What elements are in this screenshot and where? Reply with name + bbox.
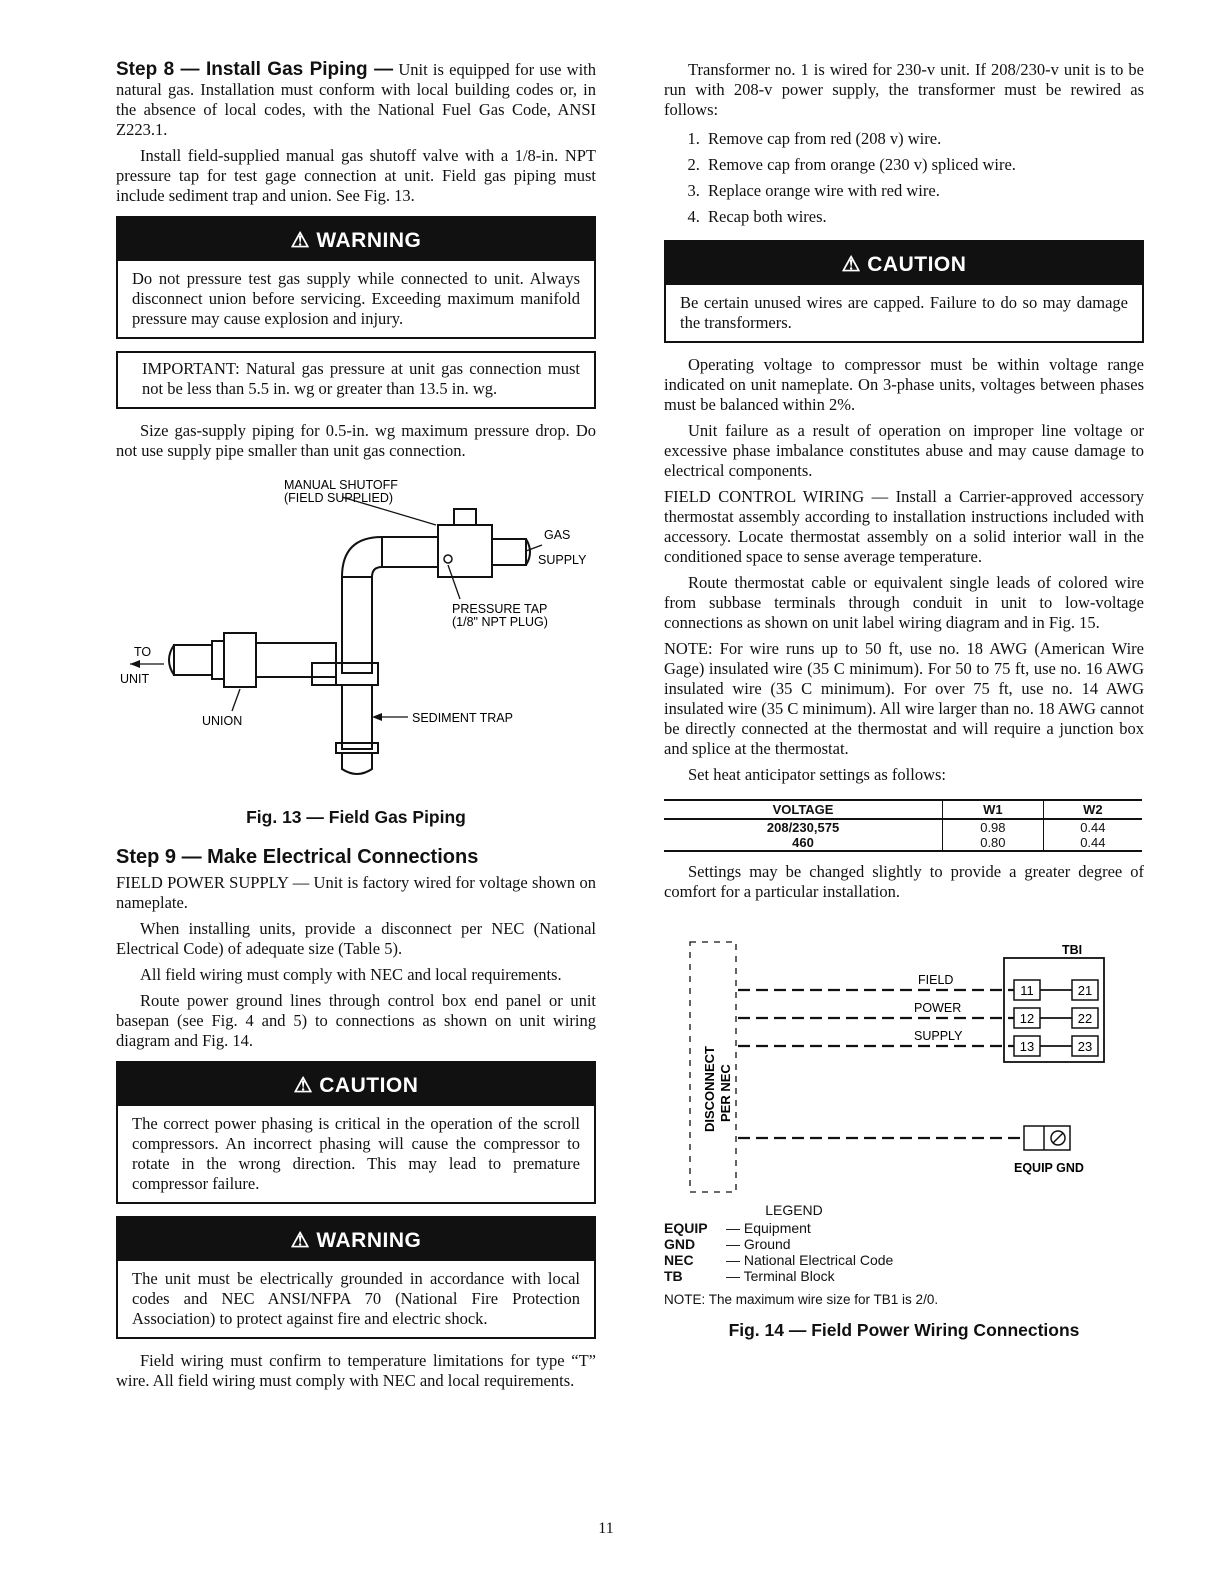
warning-box-ground — [116, 1216, 596, 1339]
legend-value: — Terminal Block — [726, 1268, 835, 1284]
step8-paragraph — [116, 60, 596, 140]
list-item: 3. Replace orange wire with red wire. — [704, 178, 1144, 204]
caution-text: The correct power phasing is critical in the operation of the scroll compressors. An incorrect phasing will cause the compressor to rotate in the wrong direction. This may lead to premature compressor failure. — [132, 1114, 580, 1193]
label-sediment-trap: SEDIMENT TRAP — [412, 711, 513, 725]
step9-p4: Route power ground lines through control box end panel or unit basepan (see Fig. 4 and 5) to connections as shown on unit wiring diagram and Fig. 14. — [116, 991, 596, 1050]
table-header: W2 — [1043, 800, 1142, 819]
table-header: VOLTAGE — [664, 800, 943, 819]
rewire-steps-list — [664, 126, 1144, 230]
label-per-nec: PER NEC — [718, 1064, 733, 1122]
legend-item — [664, 1220, 1144, 1236]
label-power: POWER — [914, 1001, 962, 1015]
legend-item — [664, 1236, 1144, 1252]
terminal-22: 22 — [1077, 1011, 1093, 1026]
important-text: IMPORTANT: Natural gas pressure at unit gas connection must not be less than 5.5 in. wg or greater than 13.5 in. wg. — [142, 359, 580, 398]
label-supply: SUPPLY — [914, 1029, 963, 1043]
table-row — [664, 819, 1142, 835]
table-header: W1 — [943, 800, 1044, 819]
caution-text: Be certain unused wires are capped. Failure to do so may damage the transformers. — [680, 293, 1128, 332]
list-item: 2. Remove cap from orange (230 v) spliced wire. — [704, 152, 1144, 178]
right-p2: Operating voltage to compressor must be within voltage range indicated on unit nameplate. On 3-phase units, voltages between phases must be balanced within 2%. — [664, 355, 1144, 414]
caution-header: ⚠ CAUTION — [118, 1063, 594, 1106]
legend-item — [664, 1252, 1144, 1268]
label-manual-shutoff: MANUAL SHUTOFF — [284, 478, 398, 492]
caution-box-transformer — [664, 240, 1144, 343]
right-p5: Route thermostat cable or equivalent single leads of colored wire from subbase terminals through conduit in unit to low-voltage connections as shown on unit label wiring diagram and in Fig. 15. — [664, 573, 1144, 632]
important-box — [116, 351, 596, 409]
label-field-supplied: (FIELD SUPPLIED) — [284, 491, 394, 505]
warning-text: The unit must be electrically grounded in accordance with local codes and NEC ANSI/NFPA 70 (National Fire Protection Association) to protect against fire and electric shock. — [132, 1269, 580, 1328]
fig14-wiring-diagram — [664, 932, 1144, 1202]
label-disconnect: DISCONNECT — [702, 1046, 717, 1132]
legend-title: LEGEND — [765, 1202, 823, 1218]
right-p4: FIELD CONTROL WIRING — Install a Carrier-approved accessory thermostat assembly according to installation instructions included with accessory. Locate thermostat assembly on a solid interior wall in the conditioned space to sense average temperature. — [664, 487, 1144, 566]
step8-text: Unit is equipped for use with natural gas. Installation must conform with local building codes or, in the absence of local codes, with the National Fuel Gas Code, ANSI Z223.1. — [116, 60, 597, 139]
legend-item — [664, 1268, 1144, 1284]
terminal-13: 13 — [1019, 1039, 1035, 1054]
fig13-title: Fig. 13 — Field Gas Piping — [246, 807, 466, 827]
table-row — [664, 835, 1142, 851]
right-p6: NOTE: For wire runs up to 50 ft, use no. 18 AWG (American Wire Gage) insulated wire (35 C minimum). For 50 to 75 ft, use no. 16 AWG insulated wire (35 C minimum). For over 75 ft, use no. 14 AWG insulated wire (35 C minimum). All wire larger than no. 18 AWG cannot be directly connected at the thermostat and will require a junction box and splice at the thermostat. — [664, 639, 1144, 758]
fig14-note: NOTE: The maximum wire size for TB1 is 2/0. — [664, 1292, 939, 1307]
heat-anticipator-table — [664, 799, 1142, 852]
warning-text: Do not pressure test gas supply while connected to unit. Always disconnect union before servicing. Exceeding maximum manifold pressure may cause explosion and injury. — [132, 269, 580, 328]
label-unit: UNIT — [120, 672, 150, 686]
right-p3: Unit failure as a result of operation on improper line voltage or excessive phase imbalance constitutes abuse and may cause damage to electrical components. — [664, 421, 1144, 480]
warning-box-gas — [116, 216, 596, 339]
step9-heading: Step 9 — Make Electrical Connections — [116, 846, 479, 868]
list-item: 4. Recap both wires. — [704, 204, 1144, 230]
table-cell: 460 — [664, 835, 943, 851]
label-equip-gnd: EQUIP GND — [1014, 1161, 1084, 1175]
legend-key: TB — [664, 1268, 683, 1284]
right-p7: Set heat anticipator settings as follows: — [688, 765, 946, 784]
label-npt-plug: (1/8" NPT PLUG) — [452, 615, 548, 629]
page-number: 11 — [598, 1520, 614, 1537]
label-supply: SUPPLY — [538, 553, 587, 567]
step9-p5: Field wiring must confirm to temperature limitations for type “T” wire. All field wiring must comply with NEC and local requirements. — [116, 1351, 596, 1390]
step9-p1: FIELD POWER SUPPLY — Unit is factory wired for voltage shown on nameplate. — [116, 873, 596, 912]
label-pressure-tap: PRESSURE TAP — [452, 602, 548, 616]
caution-box-phasing — [116, 1061, 596, 1204]
label-tb: TBI — [1062, 943, 1083, 957]
legend-value: — Equipment — [726, 1220, 811, 1236]
right-column — [664, 60, 1144, 1341]
label-to: TO — [134, 645, 152, 659]
step8-p2: Install field-supplied manual gas shutoff valve with a 1/8-in. NPT pressure tap for test gage connection at unit. Field gas piping must include sediment trap and union. See Fig. 13. — [116, 146, 596, 205]
legend-value: — National Electrical Code — [726, 1252, 894, 1268]
table-cell: 0.44 — [1043, 819, 1142, 835]
step8-p3: Size gas-supply piping for 0.5-in. wg maximum pressure drop. Do not use supply pipe smaller than unit gas connection. — [116, 421, 596, 460]
right-p8: Settings may be changed slightly to provide a greater degree of comfort for a particular installation. — [664, 862, 1144, 901]
list-item: 1. Remove cap from red (208 v) wire. — [704, 126, 1144, 152]
step8-heading: Step 8 — Install Gas Piping — — [116, 59, 394, 80]
fig13-gas-piping-diagram — [116, 467, 596, 807]
terminal-12: 12 — [1019, 1011, 1035, 1026]
ground-terminal — [1024, 1126, 1070, 1150]
caution-header: ⚠ CAUTION — [666, 242, 1142, 285]
transformer-paragraph: Transformer no. 1 is wired for 230-v unit. If 208/230-v unit is to be run with 208-v power supply, the transformer must be rewired as follows: — [664, 60, 1144, 119]
table-cell: 0.44 — [1043, 835, 1142, 851]
warning-header: ⚠ WARNING — [118, 1218, 594, 1261]
step9-p2: When installing units, provide a disconnect per NEC (National Electrical Code) of adequate size (Table 5). — [116, 919, 596, 958]
label-union: UNION — [202, 714, 243, 728]
legend-key: EQUIP — [664, 1220, 708, 1236]
terminal-23: 23 — [1077, 1039, 1093, 1054]
legend-key: GND — [664, 1236, 696, 1252]
step9-p3: All field wiring must comply with NEC and local requirements. — [140, 965, 562, 984]
warning-header: ⚠ WARNING — [118, 218, 594, 261]
table-cell: 208/230,575 — [766, 820, 840, 835]
table-cell: 0.98 — [943, 819, 1044, 835]
table-cell: 0.80 — [943, 835, 1044, 851]
legend-value: — Ground — [726, 1236, 791, 1252]
label-gas: GAS — [544, 528, 571, 542]
terminal-11: 11 — [1020, 983, 1034, 998]
fig14-legend — [664, 1202, 1144, 1308]
label-field: FIELD — [918, 973, 954, 987]
legend-key: NEC — [664, 1252, 694, 1268]
terminal-21: 21 — [1077, 983, 1093, 998]
left-column — [116, 60, 596, 1397]
fig14-title: Fig. 14 — Field Power Wiring Connections — [728, 1320, 1080, 1340]
